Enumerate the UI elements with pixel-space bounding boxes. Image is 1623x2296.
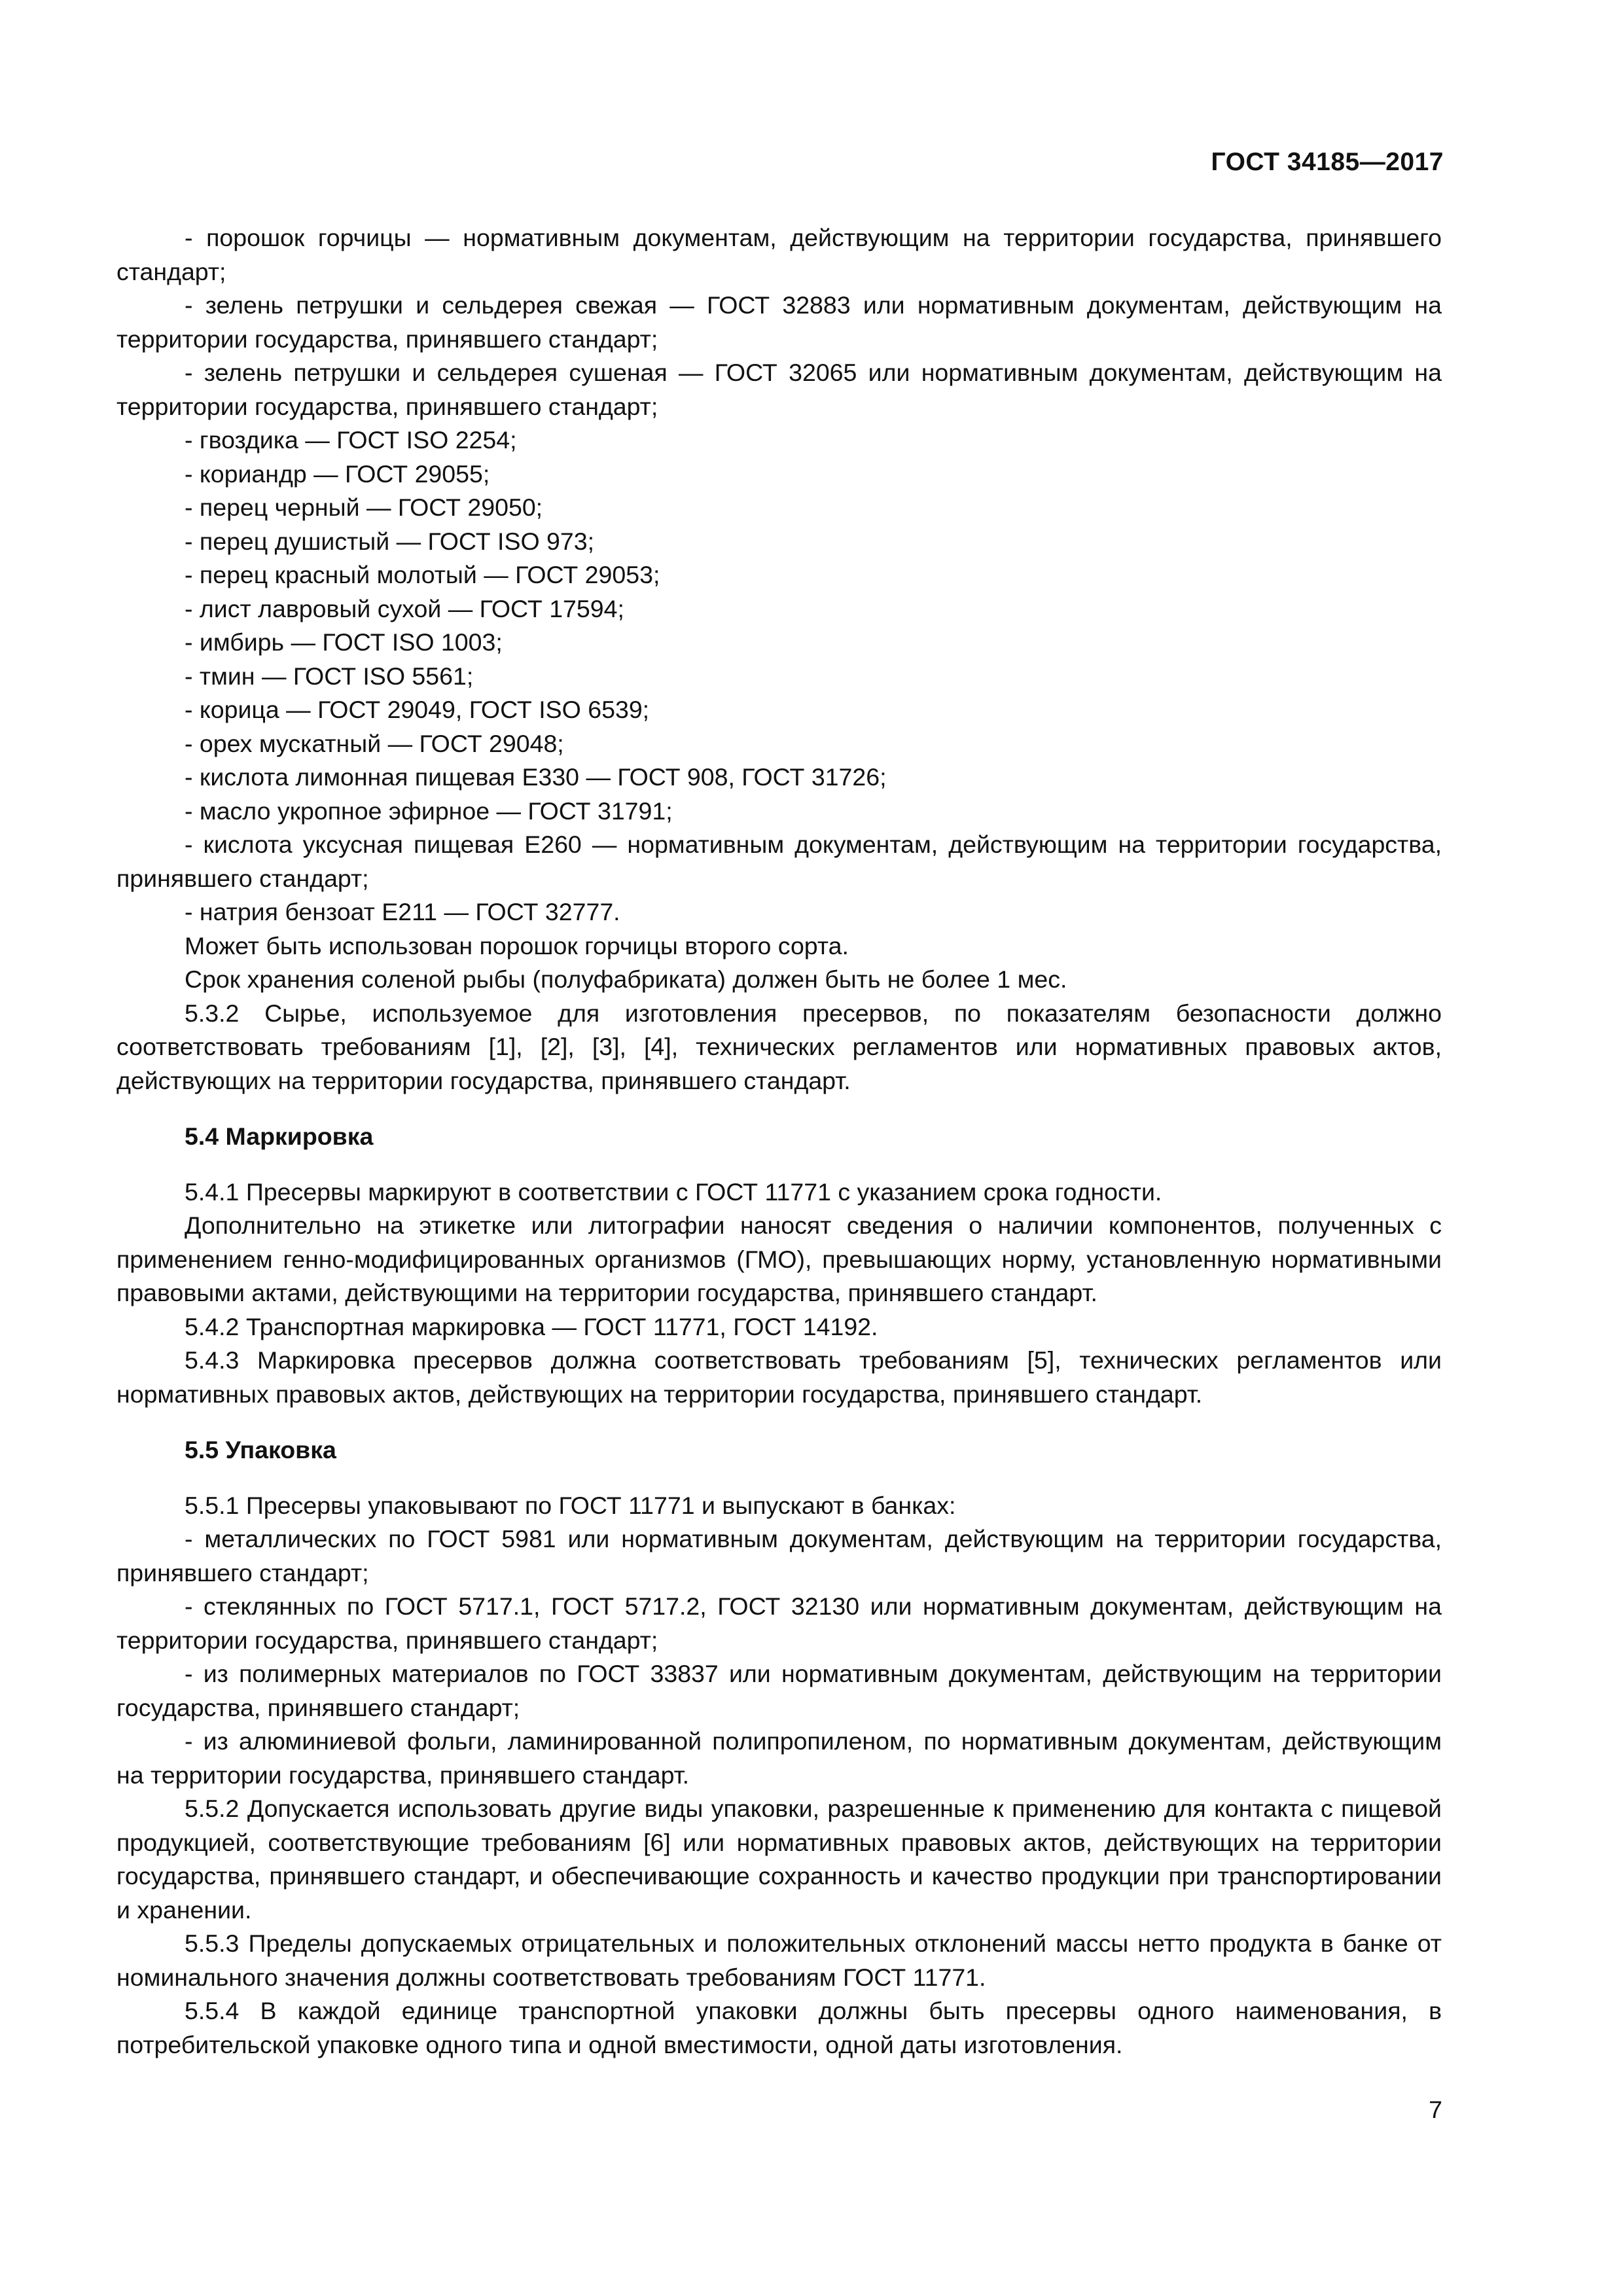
section-heading-marking: 5.4 Маркировка	[185, 1122, 374, 1150]
clause-5-4-1: 5.4.1 Пресервы маркируют в соответствии с ГОСТ 11771 с указанием срока годности.	[185, 1177, 1162, 1206]
list-item: - кориандр — ГОСТ 29055;	[185, 459, 490, 488]
list-item: - тмин — ГОСТ ISO 5561;	[185, 662, 474, 690]
list-item: - перец красный молотый — ГОСТ 29053;	[185, 561, 660, 588]
list-item: - имбирь — ГОСТ ISO 1003;	[185, 628, 503, 656]
body-paragraph: Дополнительно на этикетке или литографии наносят сведения о наличии компонентов, полученных с применением генно-модифицированных организмов (ГМО), превышающих норму, установленную нормативными правовыми актами, действующими на территории государства, принявшего стандарт.	[116, 1211, 1442, 1306]
document-code-header: ГОСТ 34185—2017	[1211, 148, 1444, 176]
list-item: - масло укропное эфирное — ГОСТ 31791;	[185, 797, 673, 825]
list-item: - из алюминиевой фольги, ламинированной полипропиленом, по нормативным документам, действующим на территории государства, принявшего стандарт.	[116, 1727, 1442, 1789]
list-item: - лист лавровый сухой — ГОСТ 17594;	[185, 594, 624, 622]
list-item: - орех мускатный — ГОСТ 29048;	[185, 729, 564, 757]
body-paragraph: Срок хранения соленой рыбы (полуфабриката) должен быть не более 1 мес.	[185, 965, 1067, 993]
document-body	[116, 221, 1442, 2062]
list-item: - стеклянных по ГОСТ 5717.1, ГОСТ 5717.2, ГОСТ 32130 или нормативным документам, действующим на территории государства, принявшего стандарт;	[116, 1592, 1442, 1654]
list-item: - перец душистый — ГОСТ ISO 973;	[185, 527, 595, 555]
list-item: - натрия бензоат Е211 — ГОСТ 32777.	[185, 898, 620, 925]
clause-5-3-2: 5.3.2 Сырье, используемое для изготовления пресервов, по показателям безопасности должно соответствовать требованиям [1], [2], [3], [4], технических регламентов или нормативных правовых актов, действующих на территории государства, принявшего стандарт.	[116, 999, 1442, 1094]
list-item: - кислота лимонная пищевая Е330 — ГОСТ 908, ГОСТ 31726;	[185, 763, 887, 791]
clause-5-5-4: 5.5.4 В каждой единице транспортной упаковки должны быть пресервы одного наименования, в потребительской упаковке одного типа и одной вместимости, одной даты изготовления.	[116, 1997, 1442, 2058]
section-heading-packaging: 5.5 Упаковка	[185, 1436, 336, 1463]
list-item: - гвоздика — ГОСТ ISO 2254;	[185, 426, 517, 454]
clause-5-5-2: 5.5.2 Допускается использовать другие виды упаковки, разрешенные к применению для контакта с пищевой продукцией, соответствующие требованиям [6] или нормативных правовых актов, действующих на территории государства, принявшего стандарт, и обеспечивающие сохранность и качество продукции при транспортировании и хранении.	[116, 1795, 1442, 1924]
clause-5-4-2: 5.4.2 Транспортная маркировка — ГОСТ 11771, ГОСТ 14192.	[185, 1312, 878, 1340]
body-paragraph: Может быть использован порошок горчицы второго сорта.	[185, 931, 849, 960]
list-item: - из полимерных материалов по ГОСТ 33837 или нормативным документам, действующим на территории государства, принявшего стандарт;	[116, 1660, 1442, 1721]
list-item: - зелень петрушки и сельдерея свежая — ГОСТ 32883 или нормативным документам, действующим на территории государства, принявшего стандарт;	[116, 291, 1442, 353]
list-item: - металлических по ГОСТ 5981 или нормативным документам, действующим на территории государства, принявшего стандарт;	[116, 1525, 1442, 1587]
list-item: - порошок горчицы — нормативным документам, действующим на территории государства, принявшего стандарт;	[116, 224, 1442, 285]
list-item: - кислота уксусная пищевая Е260 — нормативным документам, действующим на территории государства, принявшего стандарт;	[116, 831, 1442, 892]
clause-5-5-1: 5.5.1 Пресервы упаковывают по ГОСТ 11771 и выпускают в банках:	[185, 1491, 956, 1519]
page-number: 7	[1429, 2096, 1442, 2123]
list-item: - зелень петрушки и сельдерея сушеная — ГОСТ 32065 или нормативным документам, действующим на территории государства, принявшего стандарт;	[116, 359, 1442, 420]
list-item: - перец черный — ГОСТ 29050;	[185, 493, 543, 521]
clause-5-5-3: 5.5.3 Пределы допускаемых отрицательных и положительных отклонений массы нетто продукта в банке от номинального значения должны соответствовать требованиям ГОСТ 11771.	[116, 1929, 1442, 1991]
list-item: - корица — ГОСТ 29049, ГОСТ ISO 6539;	[185, 696, 650, 723]
clause-5-4-3: 5.4.3 Маркировка пресервов должна соответствовать требованиям [5], технических регламентов или нормативных правовых актов, действующих на территории государства, принявшего стандарт.	[116, 1346, 1442, 1408]
